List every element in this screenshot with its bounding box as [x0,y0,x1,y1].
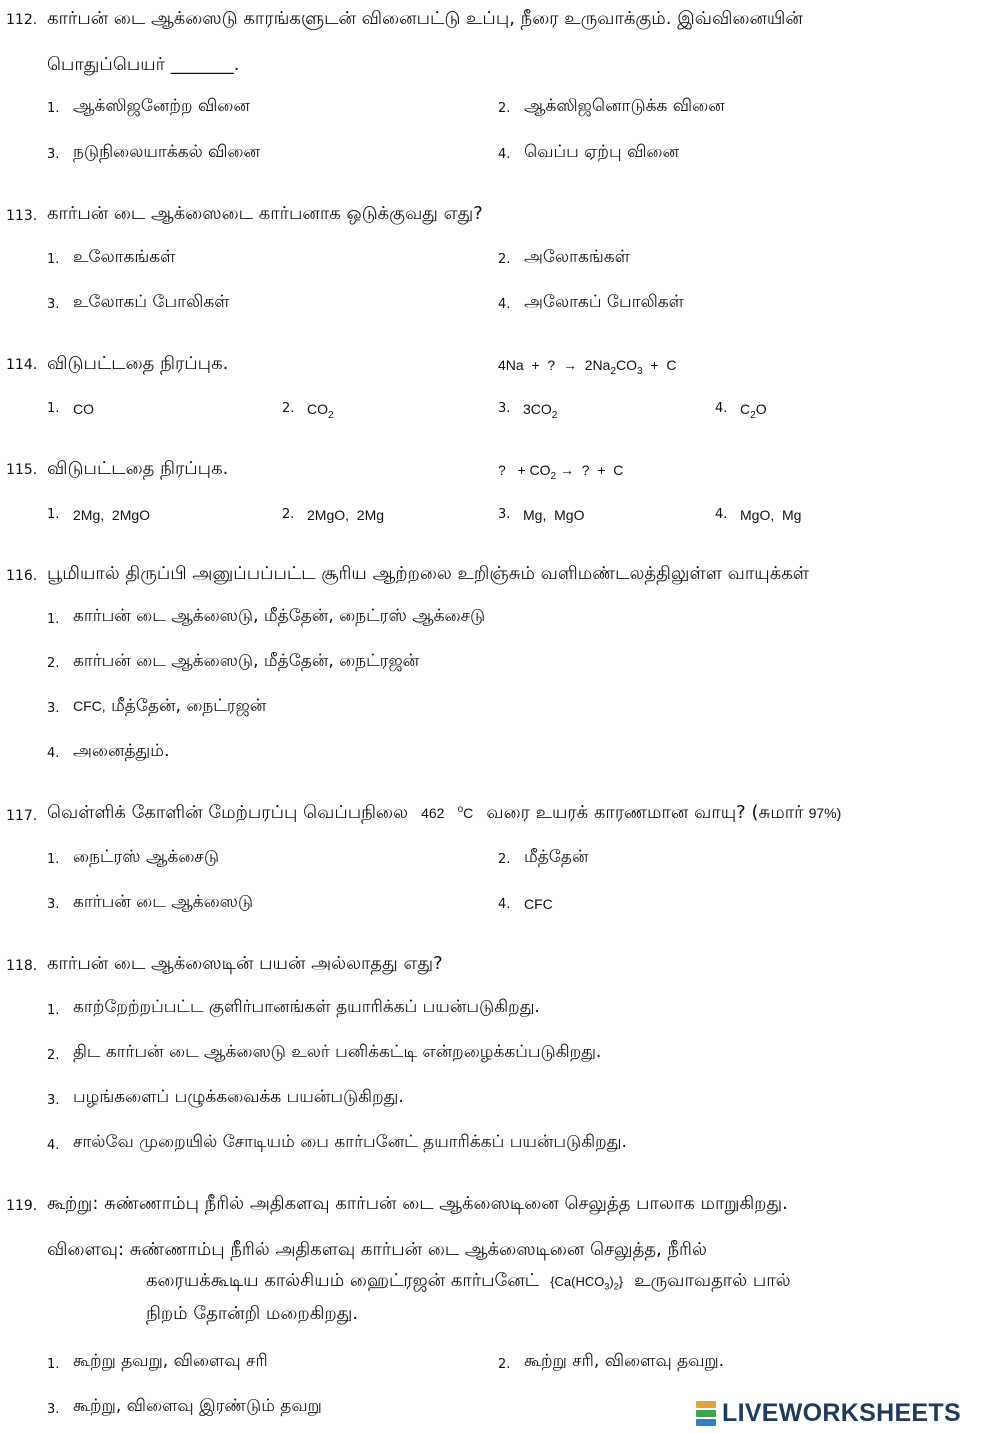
question-119-number: 119. [6,1198,38,1214]
q113-option-3-number: 3. [47,297,60,312]
q117-option-3-number: 3. [47,897,60,912]
q117-option-2-number: 2. [498,852,511,867]
q112-option-2[interactable]: ஆக்ஸிஜனொடுக்க வினை [524,96,725,116]
q115-equation: ? + $CO_2$ → ? + C [498,462,624,482]
question-114-text: விடுபட்டதை நிரப்புக. [47,353,229,374]
q118-option-4[interactable]: சால்வே முறையில் சோடியம் பை கார்பனேட் தயாரிக்கப் பயன்படுகிறது. [73,1132,627,1152]
q119-option-2-number: 2. [498,1357,511,1372]
question-112-text: கார்பன் டை ஆக்ஸைடு காரங்களுடன் வினைபட்டு உப்பு, நீரை உருவாக்கும். இவ்வினையின் [47,8,803,29]
q119-option-3-number: 3. [47,1402,60,1417]
q116-option-4[interactable]: அனைத்தும். [73,741,170,761]
q118-option-2-number: 2. [47,1048,60,1063]
q113-option-3[interactable]: உலோகப் போலிகள் [73,292,230,312]
q116-option-3[interactable]: CFC, மீத்தேன், நைட்ரஜன் [73,696,267,716]
q115-option-3[interactable]: Mg, MgO [523,507,585,523]
q118-option-2[interactable]: திட கார்பன் டை ஆக்ஸைடு உலர் பனிக்கட்டி என்றழைக்கப்படுகிறது. [73,1042,602,1062]
question-115-text: விடுபட்டதை நிரப்புக. [47,458,229,479]
q117-option-2[interactable]: மீத்தேன் [524,847,589,867]
q118-option-3-number: 3. [47,1093,60,1108]
q115-option-4-number: 4. [715,507,728,522]
q118-option-4-number: 4. [47,1138,60,1153]
q119-option-2[interactable]: கூற்று சரி, விளைவு தவறு. [524,1351,725,1371]
question-113-text: கார்பன் டை ஆக்ஸைடை கார்பனாக ஒடுக்குவது எது? [47,203,483,224]
question-119-reason-line3: நிறம் தோன்றி மறைகிறது. [146,1303,359,1324]
question-112-text-line2: பொதுப்பெயர் _______. [47,54,240,75]
q114-option-1[interactable]: CO [73,401,94,417]
q115-option-2-number: 2. [282,507,295,522]
question-119-reason-line1: விளைவு: சுண்ணாம்பு நீரில் அதிகளவு கார்பன் டை ஆக்ஸைடினை செலுத்த, நீரில் [47,1239,707,1260]
q117-option-1-number: 1. [47,852,60,867]
question-117-text: வெள்ளிக் கோளின் மேற்பரப்பு வெப்பநிலை 462 $^o$C வரை உயரக் காரணமான வாயு? (சுமார் 97%) [47,802,842,823]
question-116-number: 116. [6,568,38,584]
q114-equation: 4Na + ? → $2Na_2CO_3 + C$ [498,357,677,377]
q116-option-1[interactable]: கார்பன் டை ஆக்ஸைடு, மீத்தேன், நைட்ரஸ் ஆக்சைடு [73,606,486,626]
q119-option-1-number: 1. [47,1357,60,1372]
q116-option-2-number: 2. [47,656,60,671]
q113-option-2-number: 2. [498,252,511,267]
q118-option-1-number: 1. [47,1003,60,1018]
q114-option-2[interactable]: $CO_2$ [307,401,334,421]
q112-option-2-number: 2. [498,101,511,116]
q113-option-4[interactable]: அலோகப் போலிகள் [524,292,685,312]
liveworksheets-logo-icon [696,1401,716,1426]
question-119-reason-line2: கரையக்கூடிய கால்சியம் ஹைட்ரஜன் கார்பனேட் $\{Ca(HCO_3)_2\}$ உருவாவதால் பால் [146,1270,791,1292]
q117-option-4-number: 4. [498,897,511,912]
q114-option-4[interactable]: $C_2O$ [740,401,767,421]
q112-option-1[interactable]: ஆக்ஸிஜனேற்ற வினை [73,96,250,116]
q116-option-2[interactable]: கார்பன் டை ஆக்ஸைடு, மீத்தேன், நைட்ரஜன் [73,651,420,671]
question-115-number: 115. [6,462,38,478]
q112-option-3-number: 3. [47,147,60,162]
question-114-number: 114. [6,357,38,373]
question-113-number: 113. [6,208,38,224]
q115-option-1-number: 1. [47,507,60,522]
q115-option-1[interactable]: 2Mg, 2MgO [73,507,151,523]
q115-option-2[interactable]: 2MgO, 2Mg [307,507,385,523]
liveworksheets-watermark [696,1398,961,1428]
q113-option-1[interactable]: உலோகங்கள் [73,247,176,267]
question-117-number: 117. [6,808,38,824]
q118-option-1[interactable]: காற்றேற்றப்பட்ட குளிர்பானங்கள் தயாரிக்கப் பயன்படுகிறது. [73,997,540,1017]
q114-option-4-number: 4. [715,401,728,416]
q114-option-3-number: 3. [498,401,511,416]
q112-option-4-number: 4. [498,147,511,162]
q116-option-4-number: 4. [47,746,60,761]
q117-option-3[interactable]: கார்பன் டை ஆக்ஸைடு [73,892,254,912]
q114-option-1-number: 1. [47,401,60,416]
q117-option-4[interactable]: CFC [524,896,553,912]
q112-option-4[interactable]: வெப்ப ஏற்பு வினை [524,142,679,162]
q114-option-3[interactable]: $3CO_2$ [523,401,558,421]
q116-option-3-number: 3. [47,701,60,716]
watermark-text: LIVEWORKSHEETS [722,1398,961,1427]
q113-option-2[interactable]: அலோகங்கள் [524,247,630,267]
q118-option-3[interactable]: பழங்களைப் பழுக்கவைக்க பயன்படுகிறது. [73,1087,404,1107]
q112-option-3[interactable]: நடுநிலையாக்கல் வினை [73,142,260,162]
q115-option-3-number: 3. [498,507,511,522]
question-118-number: 118. [6,958,38,974]
question-118-text: கார்பன் டை ஆக்ஸைடின் பயன் அல்லாதது எது? [47,953,443,974]
q115-option-4[interactable]: MgO, Mg [740,507,802,523]
q113-option-1-number: 1. [47,252,60,267]
q117-option-1[interactable]: நைட்ரஸ் ஆக்சைடு [73,847,220,867]
question-112-number: 112. [6,12,38,28]
q119-option-1[interactable]: கூற்று தவறு, விளைவு சரி [73,1351,268,1371]
q119-option-3[interactable]: கூற்று, விளைவு இரண்டும் தவறு [73,1396,322,1416]
q113-option-4-number: 4. [498,297,511,312]
question-119-statement: கூற்று: சுண்ணாம்பு நீரில் அதிகளவு கார்பன் டை ஆக்ஸைடினை செலுத்த பாலாக மாறுகிறது. [47,1193,788,1214]
q114-option-2-number: 2. [282,401,295,416]
q112-option-1-number: 1. [47,101,60,116]
question-116-text: பூமியால் திருப்பி அனுப்பப்பட்ட சூரிய ஆற்றலை உறிஞ்சும் வளிமண்டலத்திலுள்ள வாயுக்கள் [47,563,809,584]
q116-option-1-number: 1. [47,612,60,627]
